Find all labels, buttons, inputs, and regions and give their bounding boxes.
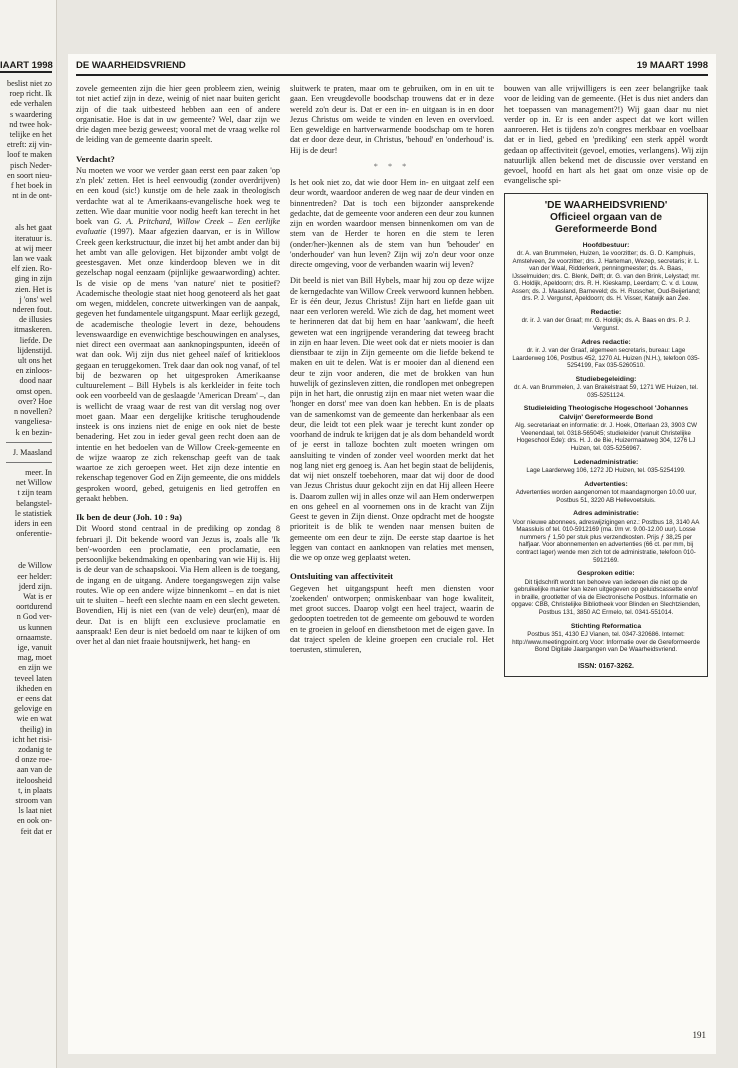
section-separator: * * * [373,161,411,171]
edge-fragments-a [0,79,56,201]
book-title: G. A. Pritchard, Willow Creek – Een eerlijke evaluatie [76,217,280,237]
paragraph: Nu moeten we voor we verder gaan eerst een paar zaken 'op z'n plek' zetten. Het is heel eenvoudig (zonder overdrijven) en een koud (sic!) kunstje om de hele zaak in theologisch verdachte wat al te Amerikaans-evangelische hoek weg te zetten. Wie daar munitie voor nodig heeft kan terecht in het boek van G. A. Pritchard, Willow Creek – Een eerlijke evaluatie (1997). Maar afgezien daarvan, er is in Willow Creek geen kerkstructuur, die inzet bij het ambt ander dan bij het ambt van alle gelovigen. Het bijzonder ambt volgt de geestesgaven. Met onze kinderdoop bleven we in dit gezelschap nogal eenzaam (pijnlijke gewaarwording) achter. Is de visie op de mens 'van nature' niet te positief? Academische theologie staat niet hoog genoteerd als het gaat om wegen, middelen, concrete uitwerkingen van de aanpak, gegeven het fundamentele uitgangspunt. Maar eerlijk gezegd, de academische theologie levert in deze, behoudens levenswaardige en evenwichtige beschouwingen en analyses, niet direct een overmaat aan aanknopingspunten, ideeën of wat dan ook. Wij zijn dus niet geheel naïef of kritiekloos gegaan en teruggekomen. Trek daar dan ook nog vanaf, of tel bij de bezwaren op het uitgesproken Amerikaanse cultuurelement – Bill Hybels is als kerkleider in feite toch ook een voorbeeld van de geslaagde 'American Dream' –, dan is wellicht de vraag waar de rest van dit verslag nog over moet gaan. Maar een dergelijke kritische terughoudende insteek is ons inziens niet de enige en ook niet de beste benadering. Het zou in ieder geval geen recht doen aan de intentie en het bedoelen van de Willow Creek-gemeente en de wijze waarop ze zich rekenschap geeft van de taak waartoe ze zich geroepen weet. Het zijn deze intentie en rekenschap tegenover God en Zijn gemeente, die ons middels gesproken woord, gebed, getuigenis en lied getroffen en geraakt hebben. [76,165,280,503]
edge-fragment-line: feit dat er [20,826,52,836]
edge-fragment-line: ult ons het [17,356,52,366]
column-3 [504,84,708,677]
edge-fragment-line: de Willow [18,561,52,571]
edge-fragment-line: iteloosheid [16,775,52,785]
masthead-section [511,242,701,304]
edge-fragment-line: belangstel- [16,498,52,508]
paragraph: zovele gemeenten zijn die hier geen probleem zien, weinig tot niet actief zijn in deze, weinig of niet naar buiten gericht zijn of die taak uitbesteed hebben aan een of andere organisatie. Hoe is dat in uw gemeente? Wel, daar zijn we drie dagen mee bezig geweest; vooral met de vraag welke rol de leiding van de gemeente daarin speelt. [76,84,280,145]
paragraph: bouwen van alle vrijwilligers is een zeer belangrijke taak voor de leiding van de gemeente. (Het is dus niet anders dan het toepassen van management?!) Wij gaan daar nu niet verder op in. Er is een ander aspect dat we kort willen aanroeren. Het is tijdens zo'n congres merkbaar en voelbaar dat er in lied, gebed en 'prediking' een sterk appèl wordt gedaan op affectiviteit (gevoel, emoties, verlangens). Wij zijn natuurlijk allen bekend met de discussie over verstand en gevoel, hoofd en hart als het gaat om onze visie op de evangelische spi- [504,84,708,186]
masthead-title: 'DE WAARHEIDSVRIEND' [544,199,668,211]
edge-fragment-line: pisch Neder- [10,160,52,170]
edge-fragment-line: j 'ons' wel [19,294,52,304]
edge-fragment-line: f het boek in [10,181,52,191]
masthead-section-text: Dit tijdschrift wordt ten behoeve van iedereen die niet op de gebruikelijke manier kan lezen uitgegeven op geluidscassette en/of in braille, grootletter of via de Electronische Postbus. Informatie en opgave: CBB, Christelijke Bibliotheek voor Blinden en Slechtzienden, Postbus 131, 3850 AC Ermelo, tel. 0341-551014. [511,578,701,616]
column-1 [76,84,280,994]
edge-fragment-line: etreft: zij vin- [6,140,52,150]
edge-fragment-line: mag, moet [17,653,52,663]
edge-fragment-line: de illusies [19,315,52,325]
edge-fragment-line: beslist niet zo [6,79,52,88]
issn: ISSN: 0167-3262. [577,662,635,670]
edge-fragment-line: Wat is er [23,591,52,601]
masthead-section [511,339,701,370]
edge-fragment-line: t zijn team [17,488,52,498]
edge-fragment-line: n God ver- [16,612,52,622]
masthead-section-text: dr. A. van Brummelen, J. van Brakelstraat 59, 1271 WE Huizen, tel. 035-5251124. [514,384,698,399]
edge-fragments-b [0,223,56,437]
edge-fragment-line: roep richt. Ik [9,89,52,99]
masthead-section-heading: Stichting Reformatica [570,622,642,630]
edge-fragment-line: k en bezin- [15,427,52,437]
masthead-section [511,481,701,505]
edge-fragment-line: oortdurend [16,602,52,612]
edge-fragment-line: omst open. [16,386,52,396]
edge-fragment-line: over? Hoe [18,396,52,406]
masthead-section-heading: Studieleiding Theologische Hogeschool 'Johannes Calvijn' Gereformeerde Bond [523,405,689,421]
edge-fragment-line: net Willow [15,478,52,488]
masthead-section-heading: Adres administratie: [573,510,639,518]
edge-fragment-line: loof te maken [6,150,52,160]
edge-fragment-line: jderd zijn. [18,581,52,591]
edge-fragment-line: at wij meer [15,243,52,253]
masthead-section-heading: Hoofdbestuur: [582,241,630,249]
edge-fragment-line: er eens dat [16,693,52,703]
article-page [68,54,716,1054]
edge-fragment-line: als het gaat [15,223,52,233]
subheading-ik-ben-de-deur: Ik ben de deur (Joh. 10 : 9a) [76,512,182,522]
masthead-section [511,510,701,564]
masthead-section-heading: Gesproken editie: [577,570,635,578]
masthead-section-text: dr. A. van Brummelen, Huizen, 1e voorzitter; ds. G. D. Kamphuis, Amstelveen, 2e voorzitter; drs. J. Harteman, Wezep, secretaris; ir. L. van der Waal, Ridderkerk, penningmeester; ds. A. Baas, IJsselmuiden; drs. C. Blenk, Delft; dr. G. van den Brink, Lelystad; mr. G. Holdijk, Apeldoorn; drs. R. H. Kieskamp, Leerdam; C. v. d. Louw, Assen; ds. J. Maasland, Barneveld; ds. H. Russcher, Oud-Beijerland; drs. P. J. Vergunst, Apeldoorn; ds. H. Visser, Katwijk aan Zee. [511,249,701,303]
edge-fragment-line: zien. Het is [14,284,52,294]
edge-fragments-d [0,561,56,836]
edge-fragment-line: lan we vaak [12,254,52,264]
edge-fragment-line: icht het risi- [12,734,52,744]
subheading-verdacht: Verdacht? [76,153,115,164]
edge-signature: J. Maasland [12,447,52,457]
edge-fragment-line: n novellen? [14,407,52,417]
edge-fragment-line: liefde. De [19,335,52,345]
edge-fragment-line: ikheden en [16,683,52,693]
previous-page-edge [0,0,57,1068]
page-number: 191 [692,1030,706,1040]
masthead-section-text: Advertenties worden aangenomen tot maandagmorgen 10.00 uur, Postbus 51, 3220 AB Hellevoetsluis. [515,489,697,504]
edge-fragment-line: elf zien. Ro- [11,264,52,274]
running-header [76,60,708,76]
masthead-section [511,459,701,475]
edge-fragment-line: ede verhalen [10,99,52,109]
edge-fragment-line: theilig) in [19,724,52,734]
edge-fragment-line: onferentie- [16,529,52,539]
masthead-box [504,193,708,678]
edge-fragment-line: wie en wat [16,714,52,724]
column-2 [290,84,494,994]
paragraph: Dit beeld is niet van Bill Hybels, maar hij zou op deze wijze de kerngedachte van Willow Creek verwoord kunnen hebben. Er is één deur, Jezus Christus! Zijn hart en liefde gaan uit naar een verloren wereld. Wie zich de dag, het moment weet te herinneren dat dat bij hem en haar 'aankwam', die heeft geweten wat een ingrijpende verandering dat teweeg bracht in zijn en haar leven. Die weet ook dat er niets mooier is dan dienstbaar te zijn in Zijn gemeente om die liefde bekend te maken en uit te delen. Wat is er mooier dan al dienend een deur te zijn voor anderen, die met de brokken van hun huwelijk of gezinsleven zitten, die rondlopen met onbegrepen pijn in het hart, die onrustig zijn en maar niet weten waar die 'honger en dorst' mee van doen kan hebben. En is de plaats van de samenkomst van de gemeente dan herkenbaar als een deur, die leidt tot een plek waar je terecht kunt zonder op voorhand de indruk te krijgen dat je als dom behandeld wordt of je eerst in talloze bochten zult moeten wringen om aansluiting te vinden of zonder veel woorden merkt dat het nog lang niet erg genoeg is. Aan het begin staat de belijdenis, dat wij niet onszelf toebehoren, maar dat wij door de dood van Jezus Christus duur gekocht zijn en dat Hij alleen Heere is. Daarom zullen wij in alles onze wil aan Hem onderwerpen en ons geheel en al voornemen ons in de kracht van Zijn Geest te geven in Zijn dienst. Onze opdracht met de hoogste prioriteit is de blik te wenden naar mensen buiten de gemeente om een deur te zijn. De eerste stap daartoe is het leggen van contact en aanknopen van relaties met mensen, die we op onze weg geplaatst weten. [290,276,494,562]
edge-fragment-line: ging in zijn [14,274,52,284]
edge-fragment-line: gelovige en [14,704,52,714]
masthead-section-heading: Adres redactie: [581,338,631,346]
subheading-ontsluiting: Ontsluiting van affectiviteit [290,571,394,582]
masthead-section-heading: Ledenadministratie: [573,458,639,466]
edge-fragment-line: t, in plaats [18,785,52,795]
masthead-section-text: Voor nieuwe abonnees, adreswijzigingen enz.: Postbus 18, 3140 AA Maassluis of tel. 010-5912169 (ma. t/m vr. 9.00-12.00 uur). Losse nummers ƒ 1,50 per stuk plus verzendkosten. Prijs ƒ 38,25 per halfjaar. Voor abonnementen en advertenties (66 ct. per mm, bij contract lager) wende men zich tot de administratie, telefoon 010-5912169. [512,518,700,564]
masthead-section-text: dr. ir. J. van der Graaf; mr. G. Holdijk; ds. A. Baas en drs. P. J. Vergunst. [521,317,691,333]
paragraph: Gegeven het uitgangspunt heeft men diensten voor 'zoekenden' ontworpen; onmiskenbaar van hoge kwaliteit, met groot succes. Daarop volgt een heel traject, waarin de gedoopten toetreden tot de gemeente om gebouwd te worden en te groeien in geloof en dienstbetoon met de eigen gave. In dat traject spelen de kleine groepen een cruciale rol. Het toerusten, stimuleren, [290,583,494,654]
edge-fragments-c [0,468,56,539]
edge-fragment-line: nderen fout. [12,305,52,315]
paragraph: sluitwerk te praten, maar om te gebruiken, om in en uit te gaan. Een vreugdevolle boodschap trouwens dat er in deze wereld zo'n deur is. Dat er een in- en uitgaan is in en door Jezus Christus om weide te vinden en leven en overvloed. Een geweldige en hartverwarmende boodschap om te horen dat er door deze deur, in Christus, 'behoud' en 'onderhoud' is. Hij is de deur! [290,84,494,155]
edge-fragment-line: d onze roe- [15,755,52,765]
edge-fragment-line: stroom van [15,796,52,805]
masthead-section-text: dr. ir. J. van der Graaf, algemeen secretaris, bureau: Lage Laarderweg 106, Postbus 452, 1270 AL Huizen (N.H.), telefoon 035-5254199, Fax 035-5260510. [512,347,700,370]
edge-fragment-line: eer helder: [17,571,52,581]
edge-fragment-line: nd twee hok- [9,119,52,129]
masthead-section-text: Lage Laarderweg 106, 1272 JD Huizen, tel. 035-5254199. [526,467,686,475]
masthead-section [511,623,701,654]
masthead-section-heading: Redactie: [590,309,622,317]
edge-fragment-line: meer. In [25,467,52,477]
edge-fragment-line: vangeliesa- [14,417,52,427]
edge-fragment-line: iders in een [14,518,52,528]
edge-fragment-line: aan van de [16,765,52,775]
magazine-name: DE WAARHEIDSVRIEND [76,60,186,71]
edge-fragment-line: dood naar [19,376,52,386]
edge-running-header: IAART 1998 [0,0,52,73]
edge-fragment-line: itmaskeren. [14,325,52,335]
masthead-section [511,376,701,400]
masthead-section-heading: Advertenties: [584,480,628,488]
edge-fragment-line: zodanig te [18,744,52,754]
edge-fragment-line: en zijn we [18,663,52,673]
edge-fragment-line: ornaamste. [16,632,52,642]
masthead-sections [511,242,701,654]
masthead-section [511,309,701,333]
paragraph: Is het ook niet zo, dat wie door Hem in- en uitgaat zelf een deur wordt, waardoor anderen de weg naar de deur vinden en binnentreden? Dat is toch een bijzonder aansprekende gedachte, dat de gemeente voor anderen een deur zou kunnen zijn en worden waardoor mensen binnenkomen om van de stem van de Herder te horen en die stem te leren (onder/her-)kennen als de stem van hun 'behouder' en 'onderhouder' van hun leven? Zijn wij zo'n deur voor onze directe omgeving, voor de verbanden waarin wij leven? [290,178,494,269]
edge-fragment-line: le statistiek [14,508,52,518]
edge-fragment-line: lijdenstijd. [17,345,52,355]
edge-fragment-line: en zinloos- [15,366,52,376]
edge-fragment-line: nt in de ont- [12,191,52,201]
edge-fragment-line: s waardering [9,109,52,119]
edge-fragment-line: us kunnen [18,622,52,632]
paragraph: Dit Woord stond centraal in de prediking op zondag 8 februari jl. Dit bekende woord van Jezus is, zoals alle 'Ik ben'-woorden een proclamatie, een proclamatie, een persoonlijke bekendmaking en openbaring van wie Hij is. Hij is de deur van de schaapskooi. Via Hem alleen is de toegang, de ingang en de uitgang. Andere toegangswegen zijn valse routes. Wie op een andere wijze binnenkomt – en dat is niet uit te sluiten – heeft een slechte naam en een slecht geweten. Bovendien, Hij is niet een (van de vele) deur(en), maar dé deur. Dat is en blijft een exclusieve proclamatie en aanspraak! Een deur is niet bedoeld om naar te kijken of om over het al dan niet fraaie houtsnijwerk, het hang- en [76,524,280,646]
edge-fragment-line: en soort nieu- [6,170,52,180]
masthead-section-heading: Studiebegeleiding: [575,375,637,383]
masthead-section [511,570,701,616]
masthead-section-text: Alg. secretariaat en informatie: dr. J. Hoek, Otterlaan 23, 3903 CW Veenendaal, tel. 0318-565045; studieleider (vanuit Christelijke Hogeschool Ede): drs. H. J. de Bie, Huizermaatweg 304, 1276 LJ Huizen, tel. 035-5256967. [515,422,697,453]
edge-fragment-line: iteratuur is. [14,233,52,243]
issue-date: 19 MAART 1998 [636,60,708,71]
masthead-subtitle: Officieel orgaan van de [549,211,663,223]
edge-fragment-line: teveel laten [14,673,52,683]
masthead-section-text: Postbus 351, 4130 EJ Vianen, tel. 0347-320686. Internet: http://www.meetingpoint.org Voor: Informatie over de Gereformeerde Bond Digitale Jaargangen van De Waarheidsvriend. [512,630,700,654]
edge-fragment-line: ige, vanuit [17,642,52,652]
edge-fragment-line: telijke en het [9,130,52,140]
masthead-organisation: Gereformeerde Bond [555,223,657,235]
masthead-section [511,405,701,452]
edge-fragment-line: en ook on- [16,816,52,826]
edge-fragment-line: ls laat niet [18,806,52,816]
